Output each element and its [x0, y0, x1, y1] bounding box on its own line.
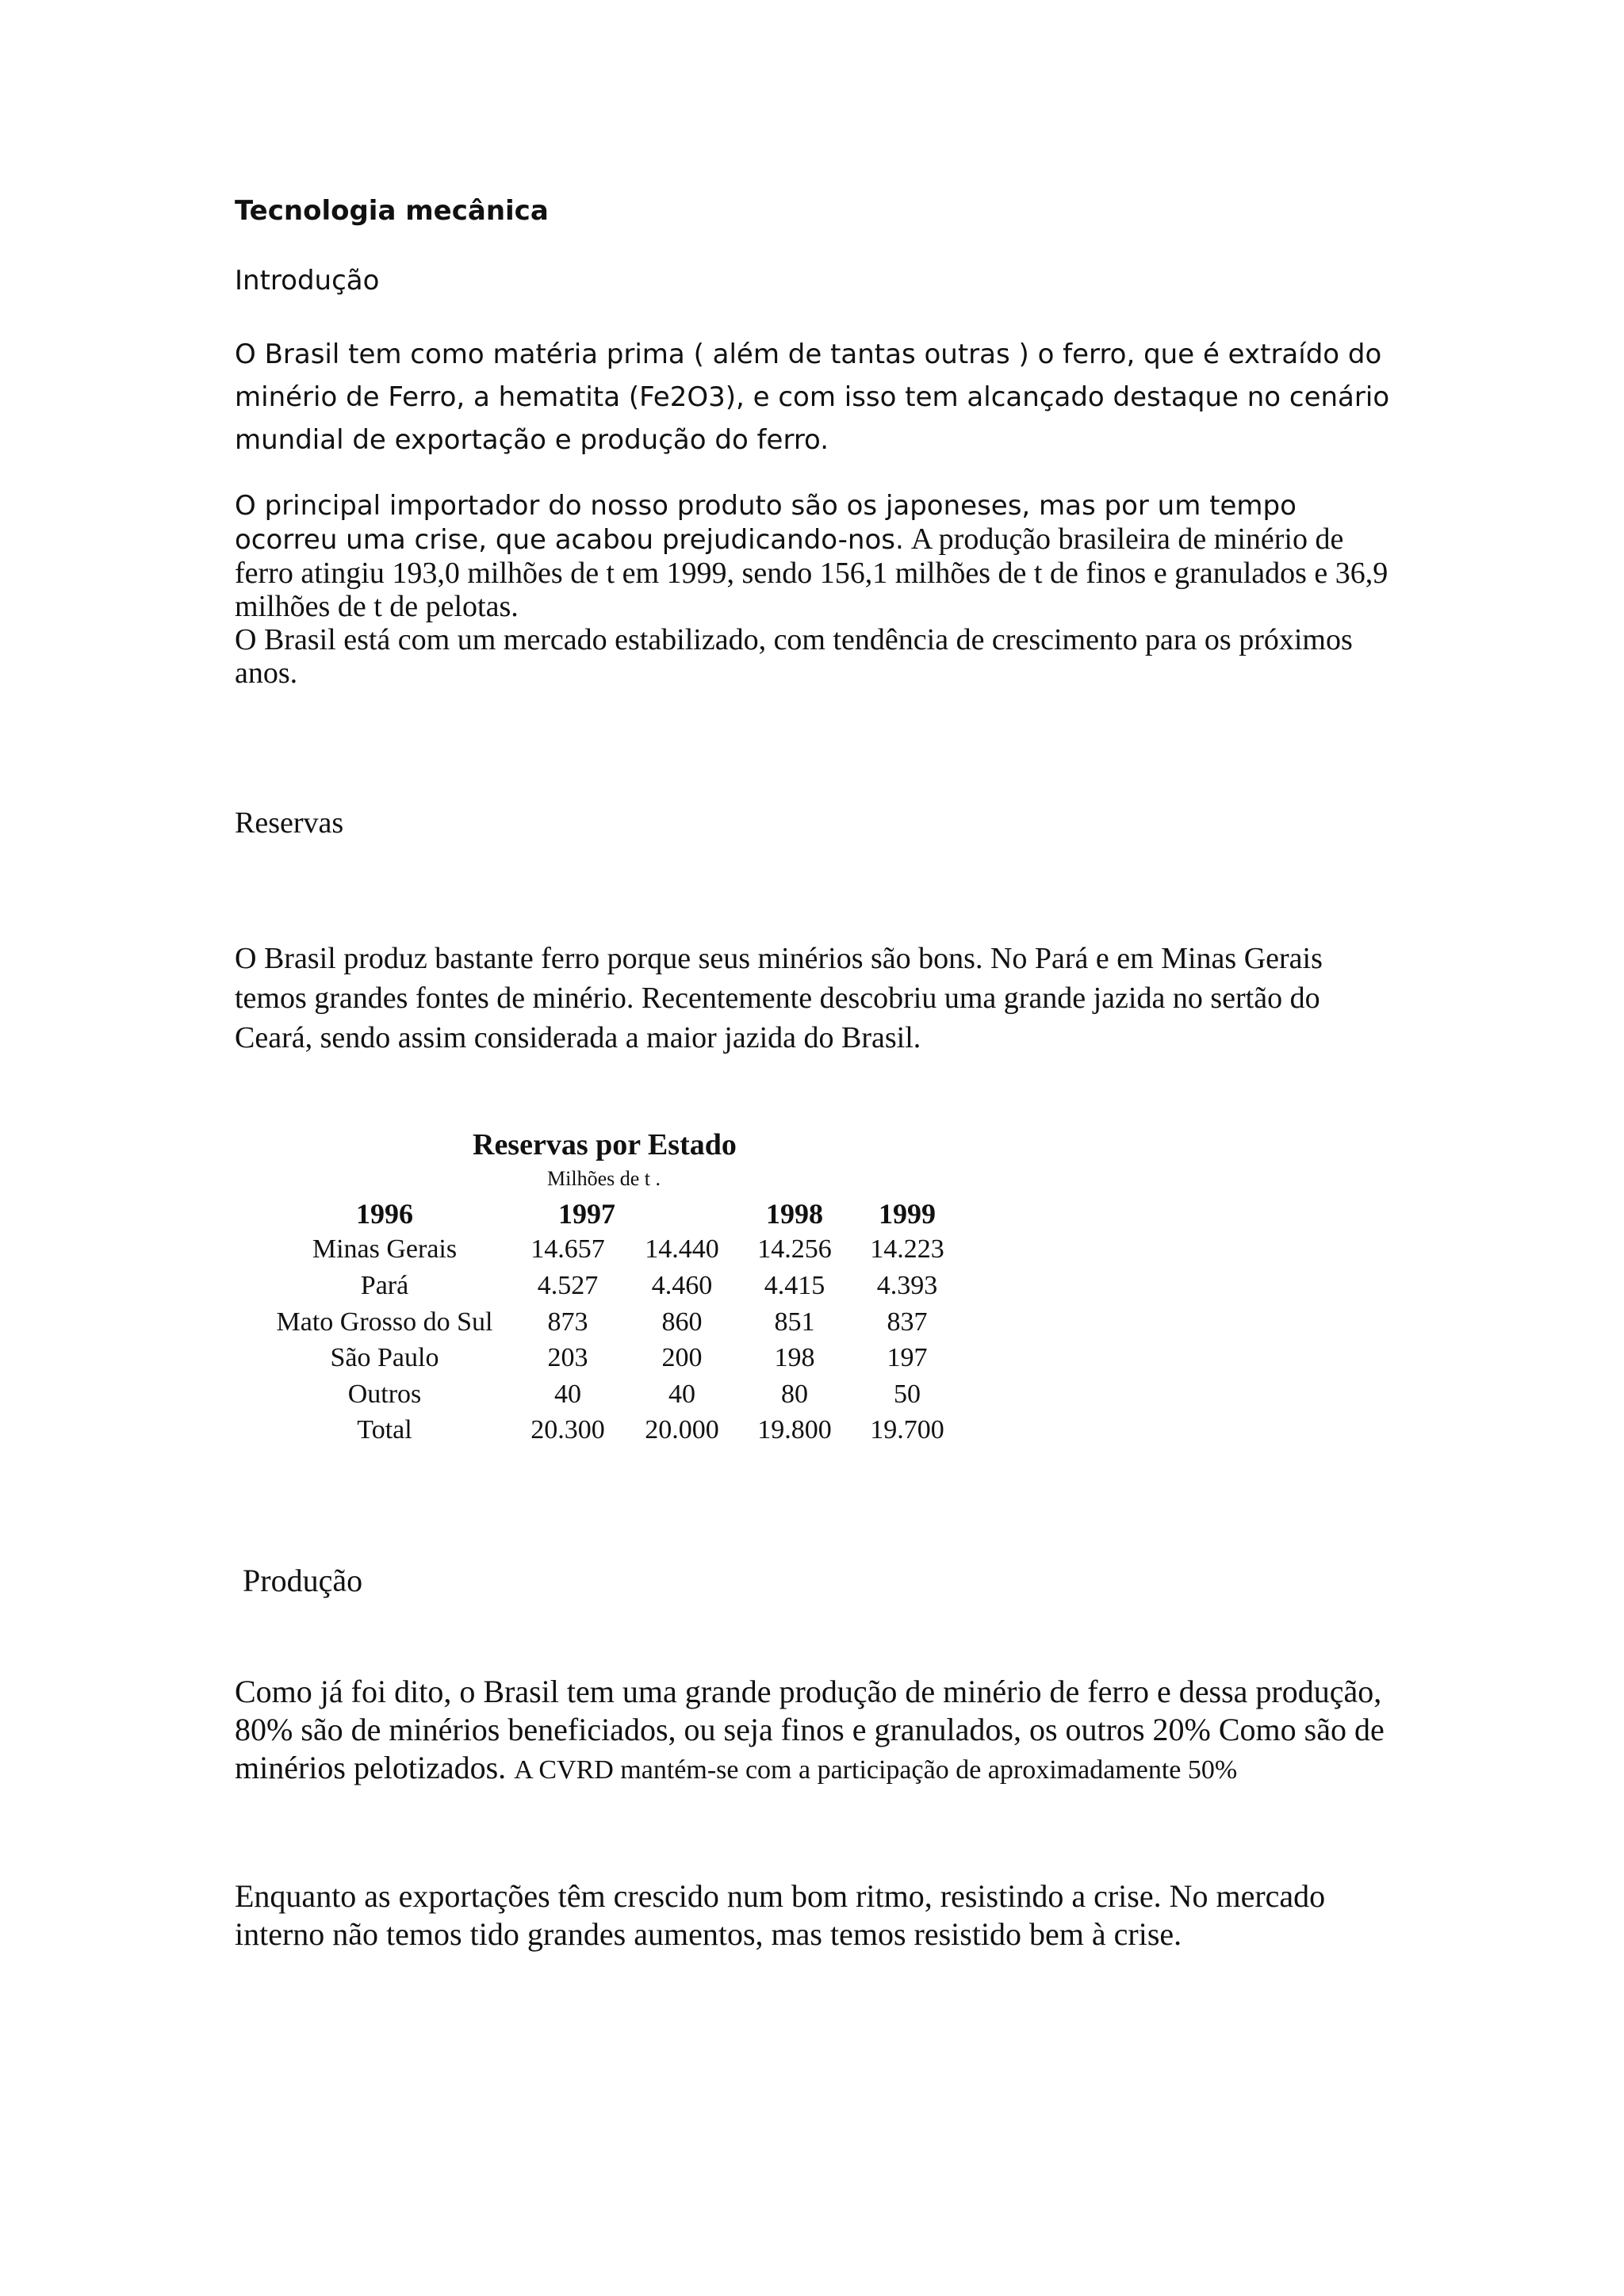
value-cell: 14.440: [645, 1234, 719, 1265]
value-cell: 20.300: [530, 1415, 605, 1445]
importer-paragraph: [235, 488, 1392, 690]
table-row: [259, 1340, 964, 1376]
reservas-table: [259, 1196, 964, 1448]
market-outlook-text: O Brasil está com um mercado estabilizado, com tendência de crescimento para os próximos anos.: [235, 623, 1353, 690]
state-cell: Pará: [360, 1270, 409, 1300]
cvrd-text: A CVRD mantém-se com a participação de aproximadamente 50%: [514, 1755, 1238, 1785]
value-cell: 19.800: [757, 1415, 832, 1445]
value-cell: 4.527: [537, 1270, 599, 1300]
table-header-cell: 1999: [879, 1197, 936, 1230]
value-cell: 837: [887, 1307, 928, 1337]
state-cell: Mato Grosso do Sul: [276, 1307, 493, 1337]
value-cell: 14.657: [530, 1234, 605, 1265]
value-cell: 80: [781, 1379, 808, 1409]
state-cell: Minas Gerais: [312, 1234, 458, 1265]
producao-paragraph: [235, 1673, 1392, 1789]
value-cell: 14.223: [870, 1234, 944, 1265]
table-header-row: [259, 1196, 964, 1232]
table-row: [259, 1304, 964, 1341]
table-row: [259, 1268, 964, 1304]
value-cell: 14.256: [757, 1234, 832, 1265]
state-cell: São Paulo: [330, 1343, 439, 1373]
importer-text: O principal importador do nosso produto são os japoneses, mas por um tempo ocorreu uma crise, que acabou prejudicando-nos.: [235, 490, 1297, 556]
table-title: Reservas por Estado: [473, 1128, 737, 1161]
table-header-cell: 1998: [766, 1197, 823, 1230]
table-unit: Milhões de t .: [547, 1167, 661, 1190]
value-cell: 19.700: [870, 1415, 944, 1445]
document-title: Tecnologia mecânica: [235, 195, 549, 227]
exportacoes-paragraph: Enquanto as exportações têm crescido num bom ritmo, resistindo a crise. No mercado interno não temos tido grandes aumentos, mas temos resistido bem à crise.: [235, 1878, 1326, 1952]
table-header-cell: [625, 1196, 739, 1232]
state-cell: Outros: [347, 1379, 422, 1409]
value-cell: 4.393: [876, 1270, 938, 1300]
intro-paragraph: O Brasil tem como matéria prima ( além de tantas outras ) o ferro, que é extraído do minério de Ferro, a hematita (Fe2O3), e com isso tem alcançado destaque no cenário mundial de exportação e produção do ferro.: [235, 339, 1390, 456]
value-cell: 851: [774, 1307, 815, 1337]
section-heading-producao: Produção: [243, 1563, 363, 1598]
value-cell: 203: [547, 1343, 588, 1373]
value-cell: 200: [661, 1343, 703, 1373]
value-cell: 198: [774, 1343, 815, 1373]
production-figures-text: A produção brasileira de minério de ferro atingiu 193,0 milhões de t em 1999, sendo 156,1 milhões de t de finos e granulados e 36,9 milhões de t de pelotas.: [235, 522, 1388, 623]
state-cell: Total: [357, 1415, 412, 1445]
value-cell: 4.415: [764, 1270, 825, 1300]
table-header-cell: 1996: [356, 1197, 413, 1230]
table-row: [259, 1232, 964, 1269]
table-row: [259, 1376, 964, 1413]
value-cell: 873: [547, 1307, 588, 1337]
reservas-paragraph: O Brasil produz bastante ferro porque seus minérios são bons. No Pará e em Minas Gerais temos grandes fontes de minério. Recentemente descobriu uma grande jazida no sertão do Ceará, sendo assim considerada a maior jazida do Brasil.: [235, 942, 1323, 1054]
value-cell: 40: [668, 1379, 695, 1409]
value-cell: 197: [887, 1343, 928, 1373]
value-cell: 20.000: [645, 1415, 719, 1445]
value-cell: 4.460: [651, 1270, 713, 1300]
section-heading-reservas: Reservas: [235, 806, 344, 840]
value-cell: 40: [554, 1379, 581, 1409]
producao-text: Como já foi dito, o Brasil tem uma grande produção de minério de ferro e dessa produção, 80% são de minérios beneficiados, ou seja finos e granulados, os outros 20% Como são de minérios pelotizados.: [235, 1674, 1385, 1785]
table-row-total: [259, 1413, 964, 1449]
table-header-cell: 1997: [558, 1197, 615, 1230]
value-cell: 860: [661, 1307, 703, 1337]
value-cell: 50: [894, 1379, 921, 1409]
section-heading-introducao: Introdução: [235, 265, 380, 297]
